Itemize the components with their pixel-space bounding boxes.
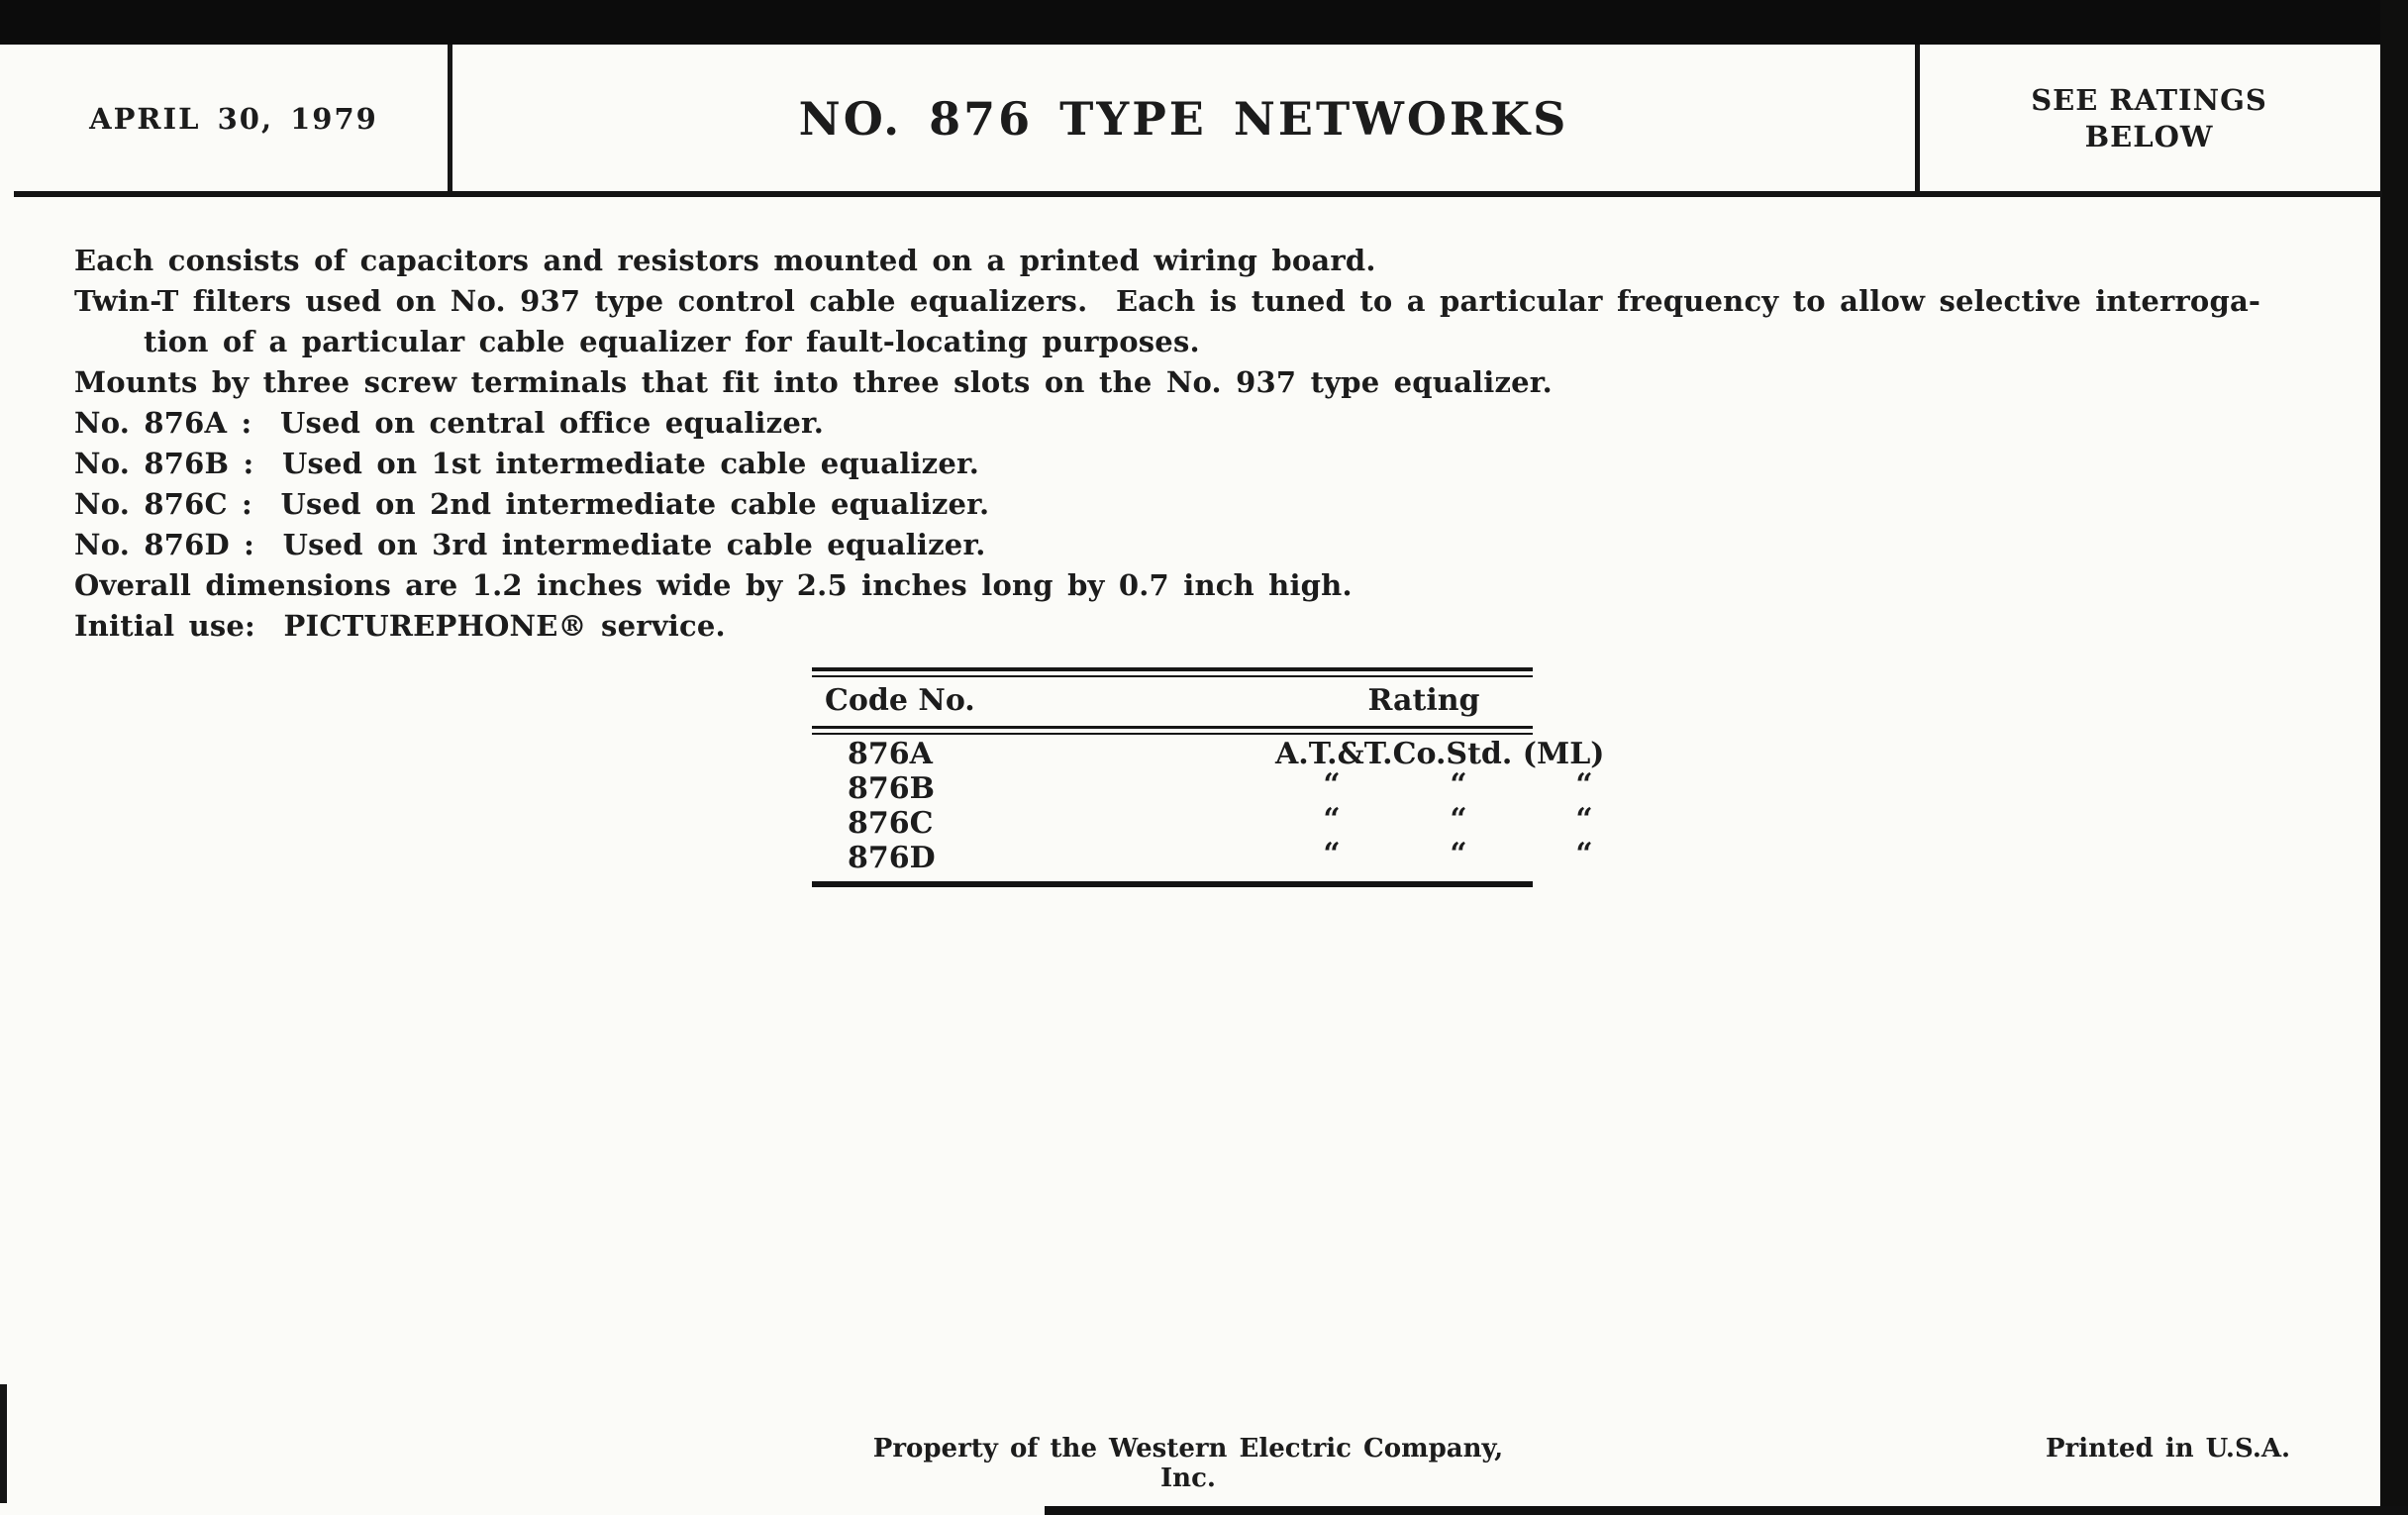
ditto-mark: “ [1575, 802, 1593, 837]
column-header-rating: Rating [1367, 683, 1480, 718]
body-line: tion of a particular cable equalizer for fault-locating purposes. [144, 325, 1200, 358]
ratings-table [812, 667, 1605, 887]
scan-edge-bottom [1045, 1506, 2408, 1515]
header-date: APRIL 30, 1979 [89, 102, 378, 136]
ditto-mark: “ [1450, 802, 1467, 837]
header-rule [14, 191, 2382, 197]
header-ratings-note-line1: SEE RATINGS [2031, 83, 2267, 117]
page-title: NO. 876 TYPE NETWORKS [798, 92, 1569, 146]
rating-cell: A.T.&T.Co.Std. (ML) [1275, 737, 1605, 771]
body-line: Initial use: PICTUREPHONE® service. [74, 609, 726, 643]
scan-edge-top [0, 0, 2408, 45]
code-cell: 876A [848, 737, 933, 771]
table-rule-top [812, 667, 1533, 677]
code-cell: 876D [848, 841, 936, 875]
table-row [812, 767, 1593, 806]
scan-edge-right [2380, 0, 2408, 1515]
body-line: Twin-T filters used on No. 937 type control cable equalizers. Each is tuned to a particular frequency to allow selective interroga- [74, 284, 2261, 318]
body-line: No. 876A : Used on central office equalizer. [74, 406, 825, 440]
ditto-mark: “ [1323, 767, 1341, 802]
ditto-mark: “ [1450, 837, 1467, 871]
table-row [812, 802, 1593, 841]
footer-printed-note: Printed in U.S.A. [2046, 1434, 2291, 1464]
ditto-mark: “ [1575, 837, 1593, 871]
ditto-mark: “ [1575, 767, 1593, 802]
body-paragraphs [74, 241, 2381, 647]
code-cell: 876C [848, 806, 934, 841]
ditto-mark: “ [1323, 802, 1341, 837]
header-ratings-note-line2: BELOW [2084, 120, 2214, 153]
table-rule-header [812, 726, 1533, 735]
scan-edge-left [0, 1384, 7, 1503]
body-line: Mounts by three screw terminals that fit into three slots on the No. 937 type equalizer. [74, 365, 1553, 399]
column-header-code: Code No. [825, 683, 975, 718]
table-rule-bottom [812, 881, 1533, 887]
body-line: Each consists of capacitors and resistors mounted on a printed wiring board. [74, 244, 1376, 277]
table-row [812, 837, 1593, 875]
table-header-row [812, 677, 1533, 726]
table-row [812, 737, 1605, 771]
body-line: No. 876B : Used on 1st intermediate cable equalizer. [74, 447, 980, 480]
header-ratings-note [1920, 45, 2378, 193]
body-line: No. 876D : Used on 3rd intermediate cable equalizer. [74, 528, 986, 561]
ditto-mark: “ [1450, 767, 1467, 802]
footer-property-note: Property of the Western Electric Company, Inc. [872, 1434, 1504, 1493]
body-line: Overall dimensions are 1.2 inches wide by 2.5 inches long by 0.7 inch high. [74, 568, 1353, 602]
ditto-mark: “ [1323, 837, 1341, 871]
code-cell: 876B [848, 771, 935, 806]
table-rows [812, 737, 1605, 875]
body-line: No. 876C : Used on 2nd intermediate cable equalizer. [74, 487, 990, 521]
